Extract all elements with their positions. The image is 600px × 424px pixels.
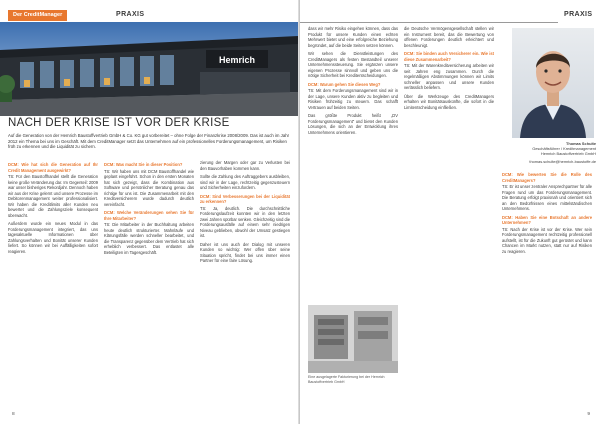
warehouse-photo bbox=[308, 305, 398, 373]
answer-paragraph: Wir sehen die Dienstleistungen des CreditManagers als festen Bestandteil unserer Unternehmenssteuerung. Sie ergänzen unsere eigenen Prozesse sinnvoll und geben uns die nötige Sicherheit bei Kreditentscheidungen. bbox=[308, 51, 398, 78]
question: DCM: Sie binden auch Versicherer ein. Wie ist diese Zusammenarbeit? bbox=[404, 51, 494, 62]
right-col-1 bbox=[308, 26, 398, 138]
storefront-illustration bbox=[0, 22, 298, 116]
person-illustration bbox=[512, 28, 594, 138]
answer-paragraph: TS: Mit dem Forderungsmanagement sind wir in der Lage, unsere Kunden aktiv zu begleiten und Risiken frühzeitig zu steuern. Das schafft Vertrauen auf beiden Seiten. bbox=[308, 88, 398, 110]
article-lead: Auf die Generation von der Hemrich Baustoffvertrieb GmbH & Co. KG gut vorbereitet – ohne Folge der Finanzkrise 2008/2009. Das ist auch im Jahr 2012 ein Thema bei uns im Geschäft. Mit dem CreditManager setzt das Unternehmen auf ein professionelles Forderungsmanagement, um Risiken früh zu erkennen und die Liquidität zu sichern. bbox=[8, 133, 290, 150]
person-name: Thomas Schulte bbox=[565, 141, 596, 146]
answer-paragraph: Das größte Produkt heißt „DV Forderungsmanagement“ und bietet den Kunden Lösungen, die sich an der Entwicklung ihres Unternehmens orientieren. bbox=[308, 113, 398, 135]
warehouse-illustration bbox=[308, 305, 398, 373]
section-rule-right bbox=[300, 22, 558, 23]
answer-paragraph: Außerdem wurde ein neues Modul in das Forderungsmanagement integriert, das uns tagesaktuelle Informationen über Zahlungsverhalten und Bonität unserer Kunden liefert. So können wir bei Auffälligkeiten sofort reagieren. bbox=[8, 221, 98, 254]
right-page-columns-top bbox=[308, 26, 494, 138]
answer-paragraph: TS: Nach der Krise ist vor der Krise. Wer sein Forderungsmanagement rechtzeitig professionell aufstellt, ist für die Zukunft gut gerüstet und kann Chancen im Markt nutzen, statt nur auf Risiken zu reagieren. bbox=[502, 226, 592, 254]
answer-paragraph: dass wir mehr Risiko eingehen können, dass das Produkt für unsere Kunden einen echten Mehrwert bietet und eine erfolgreiche Beziehung begründet, auf die beide Seiten setzen können. bbox=[308, 26, 398, 48]
answer-paragraph: TS: Für den Baustoffhandel stellt die Generation keine große Veränderung dar. Im Gegenteil: 2009 war unser bisheriges Rekordjahr. Dennoch haben wir aus der Krise gelernt und unsere Prozesse im Debitorenmanagement weiter professionalisiert. Wir haben die Kreditlimits aller Kunden neu bewertet und die Zahlungsziele konsequent überwacht. bbox=[8, 174, 98, 218]
question: DCM: Warum gehen Sie diesen Weg? bbox=[308, 81, 381, 87]
article-headline: NACH DER KRISE IST VOR DER KRISE bbox=[8, 117, 230, 129]
left-col-2 bbox=[104, 160, 194, 267]
page-number-left: 8 bbox=[12, 412, 15, 417]
answer-paragraph: TS: Ja, deutlich. Die durchschnittliche Forderungslaufzeit konnten wir in den letzten zwei Jahren spürbar senken. Gleichzeitig sind die Forderungsausfälle auf einem sehr niedrigen Niveau geblieben, obwohl der Umsatz gestiegen ist. bbox=[200, 205, 290, 238]
portrait-photo bbox=[512, 28, 594, 138]
right-page bbox=[300, 0, 600, 424]
question: DCM: Wie bewerten Sie die Rolle des CreditManagers? bbox=[502, 172, 592, 183]
left-col-1 bbox=[8, 160, 98, 267]
portrait-caption bbox=[512, 141, 596, 164]
answer-paragraph: die Deutsche Vermögensgesellschaft stellen wir ein Instrument bereit, das die Bewertung von offenen Forderungen deutlich erleichtert und beschleunigt. bbox=[404, 26, 494, 48]
right-col-2 bbox=[404, 26, 494, 138]
question: DCM: Haben Sie eine Botschaft an andere Unternehmen? bbox=[502, 214, 592, 225]
sign-text: Hemrich bbox=[218, 55, 256, 65]
answer-paragraph: TS: Er ist unser zentraler Ansprechpartner für alle Fragen rund um das Forderungsmanagement. Die Beratung erfolgt praxisnah und orientiert sich an den Bedürfnissen eines mittelständischen Unternehmens. bbox=[502, 184, 592, 211]
person-contact: thomas.schulte@hemrich-baustoffe.de bbox=[529, 159, 596, 164]
page-number-right: 9 bbox=[587, 412, 590, 417]
answer-paragraph: TS: Mit der Warenkreditversicherung arbeiten wir seit Jahren eng zusammen. Durch die regelmäßigen Abstimmungen können wir Limits schneller anpassen und unsere Kunden verlässlich beliefern. bbox=[404, 63, 494, 90]
answer-paragraph: Daher ist uns auch der Dialog mit unseren Kunden so wichtig: Wer offen über seine Situation spricht, findet bei uns immer einen Partner für eine faire Lösung. bbox=[200, 241, 290, 263]
question: DCM: Sind Verbesserungen bei der Liquidität zu erkennen? bbox=[200, 193, 290, 204]
question: DCM: Wie hat sich die Generation auf Ihr Credit Management ausgewirkt? bbox=[8, 162, 98, 173]
left-col-3 bbox=[200, 160, 290, 267]
person-company: Hemrich Baustoffvertrieb GmbH bbox=[540, 151, 596, 156]
question: DCM: Was macht Sie in dieser Position? bbox=[104, 162, 183, 167]
right-page-col3 bbox=[502, 170, 592, 257]
left-page-columns bbox=[8, 160, 290, 267]
answer-paragraph: Sollte die Zahlung des Auftraggebers ausbleiben, sind wir in der Lage, rechtzeitig gegenzusteuern und Sicherheiten einzufordern. bbox=[200, 174, 290, 190]
person-role: Geschäftsführer / Kreditmanagement bbox=[532, 146, 596, 151]
answer-paragraph: TS: Die Mitarbeiter in der Buchhaltung arbeiten heute deutlich strukturierter. Mahnläufe und Klärungsfälle werden schneller bearbeitet, und die Transparenz gegenüber dem Vertrieb hat sich erheblich verbessert. Das entlastet alle Beteiligten im Tagesgeschäft. bbox=[104, 222, 194, 255]
right-col-3 bbox=[502, 170, 592, 257]
storefront-photo bbox=[0, 22, 298, 116]
kicker-label: Der CreditManager bbox=[8, 10, 67, 21]
small-photo-caption: Eine ausgelagerte Fakturierung bei der Hemrich Baustoffvertrieb GmbH bbox=[308, 375, 385, 384]
answer-paragraph: Über die Werkzeuge des CreditManagers erhalten wir Bonitätsauskünfte, die sofort in die Limitentscheidung einfließen. bbox=[404, 93, 494, 110]
question: DCM: Welche Veränderungen sehen Sie für Ihre Mitarbeiter? bbox=[104, 210, 194, 221]
section-tag-left: PRAXIS bbox=[116, 11, 145, 18]
answer-paragraph: zierung der Margen oder gar zu Verlusten bei den Bauvorhaben kommen kann. bbox=[200, 160, 290, 171]
section-tag-right: PRAXIS bbox=[564, 11, 593, 18]
answer-paragraph: TS: Wir haben uns mit DCM Baustoffhandel wie geplant eingeführt. Schon in den ersten Monaten hat sich gezeigt, dass die Kombination aus Software und persönlicher Beratung genau das richtige für uns ist. Die Zusammenarbeit mit den Kreditversicherern wurde dadurch deutlich vereinfacht. bbox=[104, 168, 194, 207]
